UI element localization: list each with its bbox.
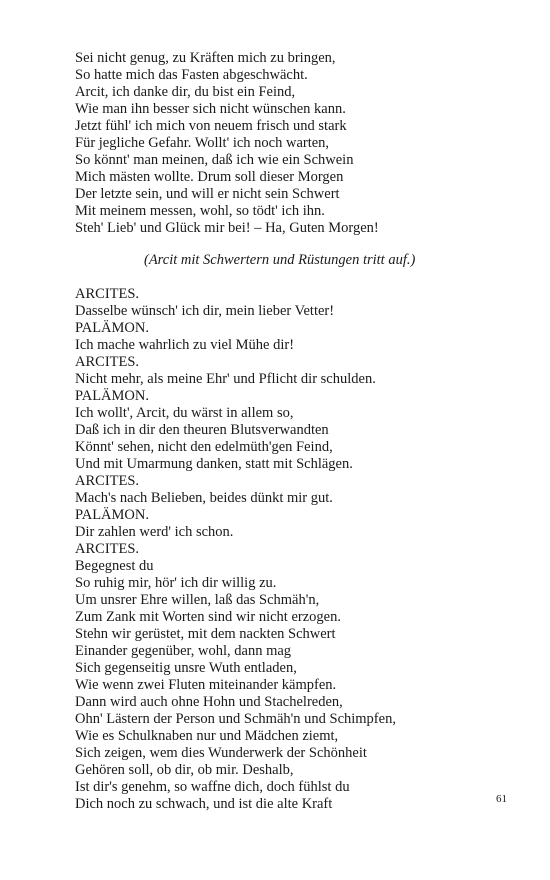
verse-line: So könnt' man meinen, daß ich wie ein Schwein bbox=[75, 152, 354, 168]
dialogue-line: Ist dir's genehm, so waffne dich, doch fühlst du bbox=[75, 779, 350, 795]
dialogue-line: PALÄMON. bbox=[75, 388, 149, 404]
dialogue-line: Um unsrer Ehre willen, laß das Schmäh'n, bbox=[75, 592, 320, 608]
dialogue-line: So ruhig mir, hör' ich dir willig zu. bbox=[75, 575, 277, 591]
stage-direction: (Arcit mit Schwertern und Rüstungen tritt auf.) bbox=[144, 252, 416, 268]
verse-line: Jetzt fühl' ich mich von neuem frisch und stark bbox=[75, 118, 347, 134]
page-number: 61 bbox=[496, 793, 507, 805]
page-body bbox=[75, 50, 495, 813]
verse-line: Der letzte sein, und will er nicht sein Schwert bbox=[75, 186, 340, 202]
verse-block bbox=[75, 50, 495, 237]
dialogue-line: PALÄMON. bbox=[75, 320, 149, 336]
verse-line: So hatte mich das Fasten abgeschwächt. bbox=[75, 67, 308, 83]
dialogue-line: Ohn' Lästern der Person und Schmäh'n und Schimpfen, bbox=[75, 711, 396, 727]
dialogue-line: Sich gegenseitig unsre Wuth entladen, bbox=[75, 660, 297, 676]
dialogue-line: Dich noch zu schwach, und ist die alte Kraft bbox=[75, 796, 333, 812]
dialogue-line: Könnt' sehen, nicht den edelmüth'gen Feind, bbox=[75, 439, 333, 455]
dialogue-line: Begegnest du bbox=[75, 558, 154, 574]
dialogue-line: Dann wird auch ohne Hohn und Stachelreden, bbox=[75, 694, 343, 710]
dialogue-line: ARCITES. bbox=[75, 541, 140, 557]
dialogue-line: Nicht mehr, als meine Ehr' und Pflicht dir schulden. bbox=[75, 371, 376, 387]
verse-line: Mit meinem messen, wohl, so tödt' ich ihn. bbox=[75, 203, 325, 219]
verse-line: Wie man ihn besser sich nicht wünschen kann. bbox=[75, 101, 346, 117]
dialogue-line: Wie wenn zwei Fluten miteinander kämpfen. bbox=[75, 677, 337, 693]
dialogue-line: Mach's nach Belieben, beides dünkt mir gut. bbox=[75, 490, 333, 506]
dialogue-line: Und mit Umarmung danken, statt mit Schlägen. bbox=[75, 456, 353, 472]
dialogue-line: Ich wollt', Arcit, du wärst in allem so, bbox=[75, 405, 294, 421]
dialogue-line: Zum Zank mit Worten sind wir nicht erzogen. bbox=[75, 609, 341, 625]
verse-line: Für jegliche Gefahr. Wollt' ich noch warten, bbox=[75, 135, 330, 151]
dialogue-line: Dasselbe wünsch' ich dir, mein lieber Vetter! bbox=[75, 303, 335, 319]
dialogue-line: ARCITES. bbox=[75, 473, 140, 489]
dialogue-line: Ich mache wahrlich zu viel Mühe dir! bbox=[75, 337, 295, 353]
dialogue-line: Dir zahlen werd' ich schon. bbox=[75, 524, 234, 540]
verse-line: Arcit, ich danke dir, du bist ein Feind, bbox=[75, 84, 296, 100]
dialogue-line: PALÄMON. bbox=[75, 507, 149, 523]
dialogue-line: Gehören soll, ob dir, ob mir. Deshalb, bbox=[75, 762, 294, 778]
dialogue-line: Wie es Schulknaben nur und Mädchen ziemt, bbox=[75, 728, 339, 744]
dialogue-block bbox=[75, 286, 495, 813]
dialogue-line: Daß ich in dir den theuren Blutsverwandten bbox=[75, 422, 329, 438]
dialogue-line: Einander gegenüber, wohl, dann mag bbox=[75, 643, 292, 659]
dialogue-line: Stehn wir gerüstet, mit dem nackten Schwert bbox=[75, 626, 336, 642]
dialogue-line: ARCITES. bbox=[75, 286, 140, 302]
dialogue-line: ARCITES. bbox=[75, 354, 140, 370]
dialogue-line: Sich zeigen, wem dies Wunderwerk der Schönheit bbox=[75, 745, 367, 761]
verse-line: Steh' Lieb' und Glück mir bei! – Ha, Guten Morgen! bbox=[75, 220, 379, 236]
verse-line: Mich mästen wollte. Drum soll dieser Morgen bbox=[75, 169, 344, 185]
verse-line: Sei nicht genug, zu Kräften mich zu bringen, bbox=[75, 50, 336, 66]
